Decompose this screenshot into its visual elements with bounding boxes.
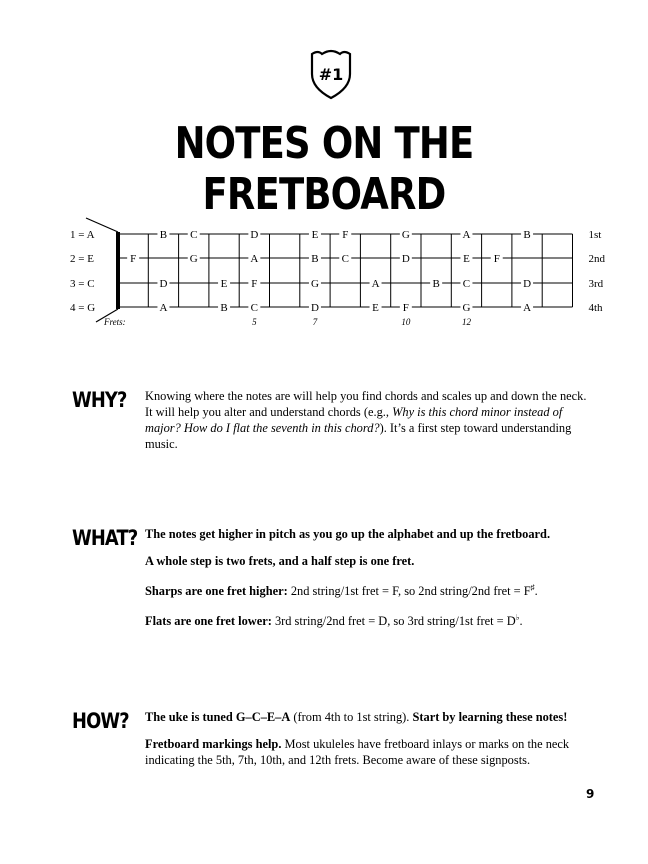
note-label: D: [159, 278, 168, 290]
note-label: B: [220, 302, 228, 314]
string-name: 2nd: [588, 253, 605, 265]
what-line-1: The notes get higher in pitch as you go up the alphabet and up the fretboard.: [145, 527, 551, 541]
note-label: F: [251, 278, 258, 290]
note-label: F: [402, 302, 409, 314]
why-text-2: ). It’s a first step toward understanding music.: [145, 421, 572, 451]
flats-text: 3rd string/2nd fret = D, so 3rd string/1st fret = D: [271, 614, 516, 629]
string-label: 4 = G: [70, 302, 96, 314]
fretboard-diagram: [60, 212, 620, 337]
note-label: C: [250, 302, 259, 314]
note-label: B: [311, 253, 319, 265]
note-label: B: [159, 229, 168, 241]
note-label: D: [250, 229, 259, 241]
note-label: E: [311, 229, 319, 241]
sharps-text: 2nd string/1st fret = F, so 2nd string/2nd fret = F: [287, 584, 531, 599]
string-label: 2 = E: [70, 253, 94, 265]
note-label: B: [523, 229, 531, 241]
sharps-bold: Sharps are one fret higher:: [145, 584, 288, 599]
note-label: B: [432, 278, 440, 290]
flat-symbol: ♭: [515, 613, 520, 623]
string-label: 1 = A: [70, 229, 95, 241]
page-number: 9: [586, 787, 595, 801]
how-content: [145, 709, 595, 779]
note-label: D: [401, 253, 410, 265]
note-label: A: [159, 302, 168, 314]
tip-number-badge: [306, 48, 356, 98]
note-label: A: [371, 278, 380, 290]
shield-icon: [306, 48, 356, 100]
note-label: E: [463, 253, 470, 265]
markings-bold: Fretboard markings help.: [145, 737, 282, 751]
note-label: D: [523, 278, 532, 290]
markings-text: Most ukuleles have fretboard inlays or marks on the neck indicating the 5th, 7th, 10th, and 12th frets. Become aware of these signposts.: [145, 737, 570, 767]
string-name: 4th: [588, 302, 603, 314]
note-label: G: [189, 253, 198, 265]
why-label: WHY?: [72, 388, 127, 412]
what-label: WHAT?: [72, 526, 138, 550]
how-start-bold: Start by learning these notes!: [412, 710, 568, 724]
fret-marker: 7: [312, 317, 318, 327]
note-label: F: [130, 253, 137, 265]
note-label: A: [250, 253, 259, 265]
how-tuned-after: (from 4th to 1st string).: [290, 710, 413, 724]
note-label: C: [462, 278, 471, 290]
sharp-symbol: ♯: [530, 583, 535, 592]
why-text-1: Knowing where the notes are will help you find chords and scales up and down the neck. It will help you alter and understand chords (e.g.,: [145, 389, 587, 419]
flats-bold: Flats are one fret lower:: [145, 614, 272, 629]
note-label: E: [220, 278, 228, 290]
nut: [116, 232, 120, 309]
note-label: F: [493, 253, 500, 265]
how-label: HOW?: [72, 709, 129, 733]
how-tuning: G–C–E–A: [235, 710, 291, 724]
why-content: [145, 388, 595, 463]
note-label: A: [523, 302, 532, 314]
fret-marker: 10: [401, 317, 411, 327]
frets-label: Frets:: [104, 317, 126, 327]
note-label: D: [310, 302, 319, 314]
note-label: C: [341, 253, 349, 265]
note-label: G: [401, 229, 410, 241]
note-label: A: [462, 229, 471, 241]
note-label: G: [462, 302, 471, 314]
how-tuned-text: The uke is tuned: [145, 710, 236, 724]
note-label: E: [372, 302, 379, 314]
why-italic: Why is this chord minor instead of major? How do I flat the seventh in this chord?: [145, 405, 563, 435]
string-label: 3 = C: [70, 278, 95, 290]
page-title: NOTES ON THE FRETBOARD: [174, 118, 474, 220]
what-content: The notes get higher in pitch as you go up the alphabet and up the fretboard. A whole step is two frets, and a half step is one fret. Sharps are one fret higher: 2nd string/1st fret = F, so 2nd string/2nd fret = F♯. Flats are one fret lower: 3rd string/2nd fret = D, so 3rd string/1st fret = D♭.: [145, 527, 551, 629]
note-label: G: [310, 278, 319, 290]
string-name: 1st: [588, 229, 602, 241]
note-label: C: [190, 229, 198, 241]
badge-text: #1: [318, 65, 344, 84]
fret-marker: 12: [461, 317, 471, 327]
string-name: 3rd: [588, 278, 604, 290]
what-line-2: A whole step is two frets, and a half step is one fret.: [145, 554, 415, 568]
note-label: F: [342, 229, 349, 241]
fret-marker: 5: [252, 317, 257, 327]
